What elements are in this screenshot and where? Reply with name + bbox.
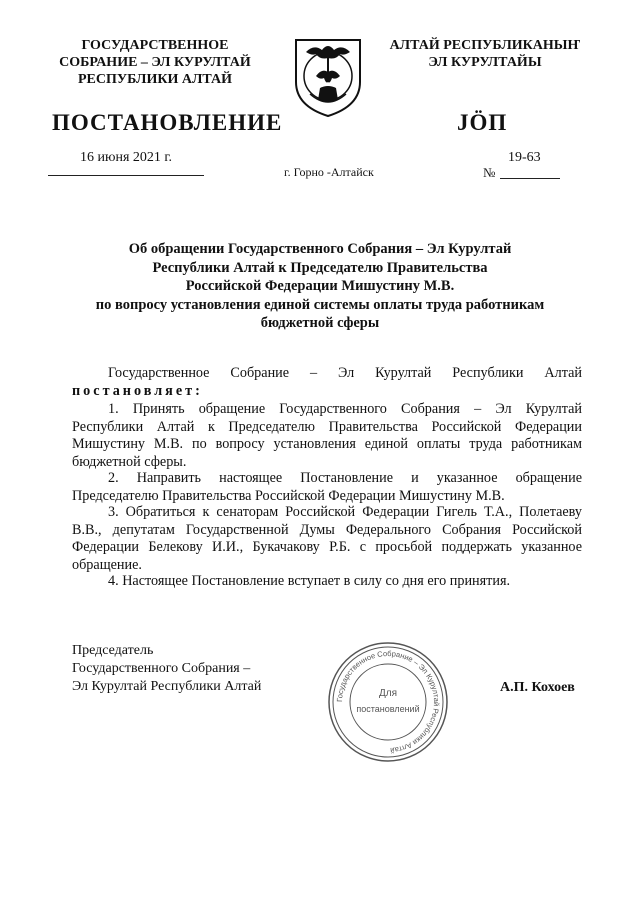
signatory-title-line-2: Государственного Собрания – bbox=[72, 661, 251, 676]
doc-subject bbox=[60, 240, 580, 333]
doc-place: г. Горно -Алтайск bbox=[284, 165, 374, 179]
doc-type-alt: JÖП bbox=[457, 110, 508, 135]
signatory-title-line-3: Эл Курултай Республики Алтай bbox=[72, 679, 262, 694]
official-stamp bbox=[326, 640, 450, 764]
body-intro: Государственное Собрание – Эл Курултай Республики Алтай bbox=[108, 365, 582, 381]
subject-line-5: бюджетной сферы bbox=[260, 315, 380, 331]
body-paragraph-3: 3. Обратиться к сенаторам Российской Федерации Гигель Т.А., Полетаеву В.В., депутатам Государственной Думы Федерального Собрания Российской Федерации Белекову И.И., Букачакову Р.Б. с просьбой поддержать указанное обращение. bbox=[72, 504, 582, 573]
number-sign: № bbox=[483, 165, 496, 180]
stamp-ring-text: Государственное Собрание – Эл Курултай Республики Алтай bbox=[334, 648, 442, 755]
subject-line-1: Об обращении Государственного Собрания – Эл Курултай bbox=[128, 241, 512, 257]
stamp-line-2: постановлений bbox=[356, 704, 420, 714]
header-left-line-1: ГОСУДАРСТВЕННОЕ bbox=[81, 38, 229, 53]
doc-date: 16 июня 2021 г. bbox=[80, 150, 173, 165]
body-paragraph-2: 2. Направить настоящее Постановление и указанное обращение Председателю Правительства Российской Федерации Мишустину М.В. bbox=[72, 470, 582, 504]
signatory-title-line-1: Председатель bbox=[72, 643, 154, 658]
date-underline bbox=[48, 175, 204, 176]
subject-line-2: Республики Алтай к Председателю Правительства bbox=[152, 259, 488, 276]
header-right-org-name bbox=[370, 37, 600, 71]
header-right-line-1: АЛТАЙ РЕСПУБЛИКАНЫҤ bbox=[389, 38, 581, 53]
header-left-line-3: РЕСПУБЛИКИ АЛТАЙ bbox=[77, 72, 233, 87]
signatory-title bbox=[72, 642, 261, 696]
header-left-line-2: СОБРАНИЕ – ЭЛ КУРУЛТАЙ bbox=[59, 55, 251, 70]
body-resolves: постановляет: bbox=[72, 383, 203, 399]
body-paragraph-4: 4. Настоящее Постановление вступает в силу со дня его принятия. bbox=[108, 573, 511, 589]
svg-text:Государственное Собрание – Эл bbox=[335, 649, 441, 755]
republic-of-altai-emblem-icon bbox=[290, 32, 366, 118]
signatory-name: А.П. Кохоев bbox=[500, 680, 575, 695]
subject-line-4: по вопросу установления единой системы оплаты труда работникам bbox=[95, 296, 545, 313]
subject-line-3: Российской Федерации Мишустину М.В. bbox=[185, 278, 455, 294]
header-left-org-name bbox=[40, 37, 270, 88]
doc-type-ru: ПОСТАНОВЛЕНИЕ bbox=[52, 110, 283, 135]
body-paragraph-1: 1. Принять обращение Государственного Собрания – Эл Курултай Республики Алтай к Председателю Правительства Российской Федерации Мишустину М.В. по вопросу установления единой оплаты труда работникам бюджетной сферы. bbox=[72, 401, 582, 470]
number-underline bbox=[500, 178, 560, 179]
header-right-line-2: ЭЛ КУРУЛТАЙЫ bbox=[428, 55, 542, 70]
stamp-line-1: Для bbox=[378, 688, 398, 699]
doc-number: 19-63 bbox=[508, 150, 541, 165]
